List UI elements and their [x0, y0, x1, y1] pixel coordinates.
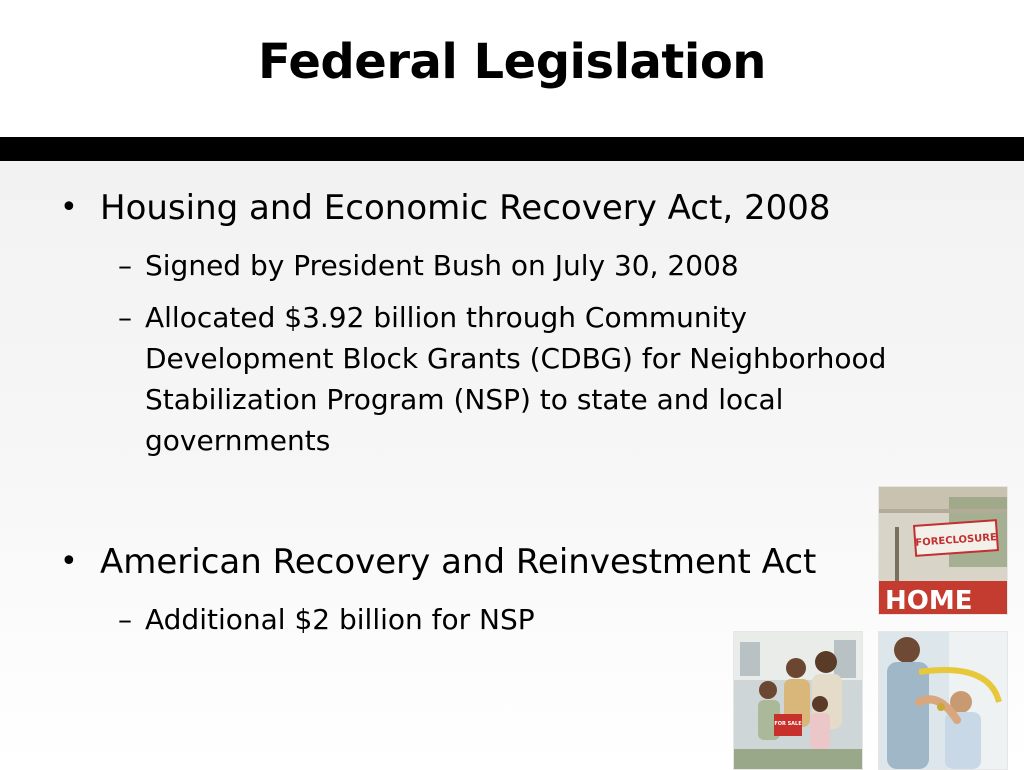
sub-bullet-item	[118, 245, 898, 286]
sub-bullet-text: Signed by President Bush on July 30, 2008	[145, 249, 739, 282]
title-divider-bar	[0, 137, 1024, 161]
dash-marker: –	[118, 603, 132, 636]
bullet-item-1	[60, 188, 830, 228]
dash-marker: –	[118, 301, 132, 334]
bullet-item-2	[60, 542, 816, 582]
slide-title: Federal Legislation	[258, 34, 766, 90]
dash-marker: –	[118, 249, 132, 282]
sub-bullet-text: Additional $2 billion for NSP	[145, 603, 535, 636]
sub-bullet-item	[118, 297, 898, 461]
bullet-text: American Recovery and Reinvestment Act	[100, 542, 817, 582]
bullet-marker: •	[60, 544, 78, 579]
home-sign-text: HOME	[885, 586, 973, 614]
foreclosure-photo	[878, 486, 1008, 615]
bullet-text: Housing and Economic Recovery Act, 2008	[100, 188, 831, 228]
title-area	[0, 0, 1024, 137]
bullet-marker: •	[60, 190, 78, 225]
for-sale-sign-text: FOR SALE	[774, 721, 802, 727]
key-handoff-photo	[878, 631, 1008, 770]
family-photo	[733, 631, 863, 770]
foreclosure-sign-text: FORECLOSURE	[915, 532, 998, 549]
sub-bullet-text: Allocated $3.92 billion through Community Development Block Grants (CDBG) for Neighborhood Stabilization Program (NSP) to state and local governments	[145, 301, 887, 457]
